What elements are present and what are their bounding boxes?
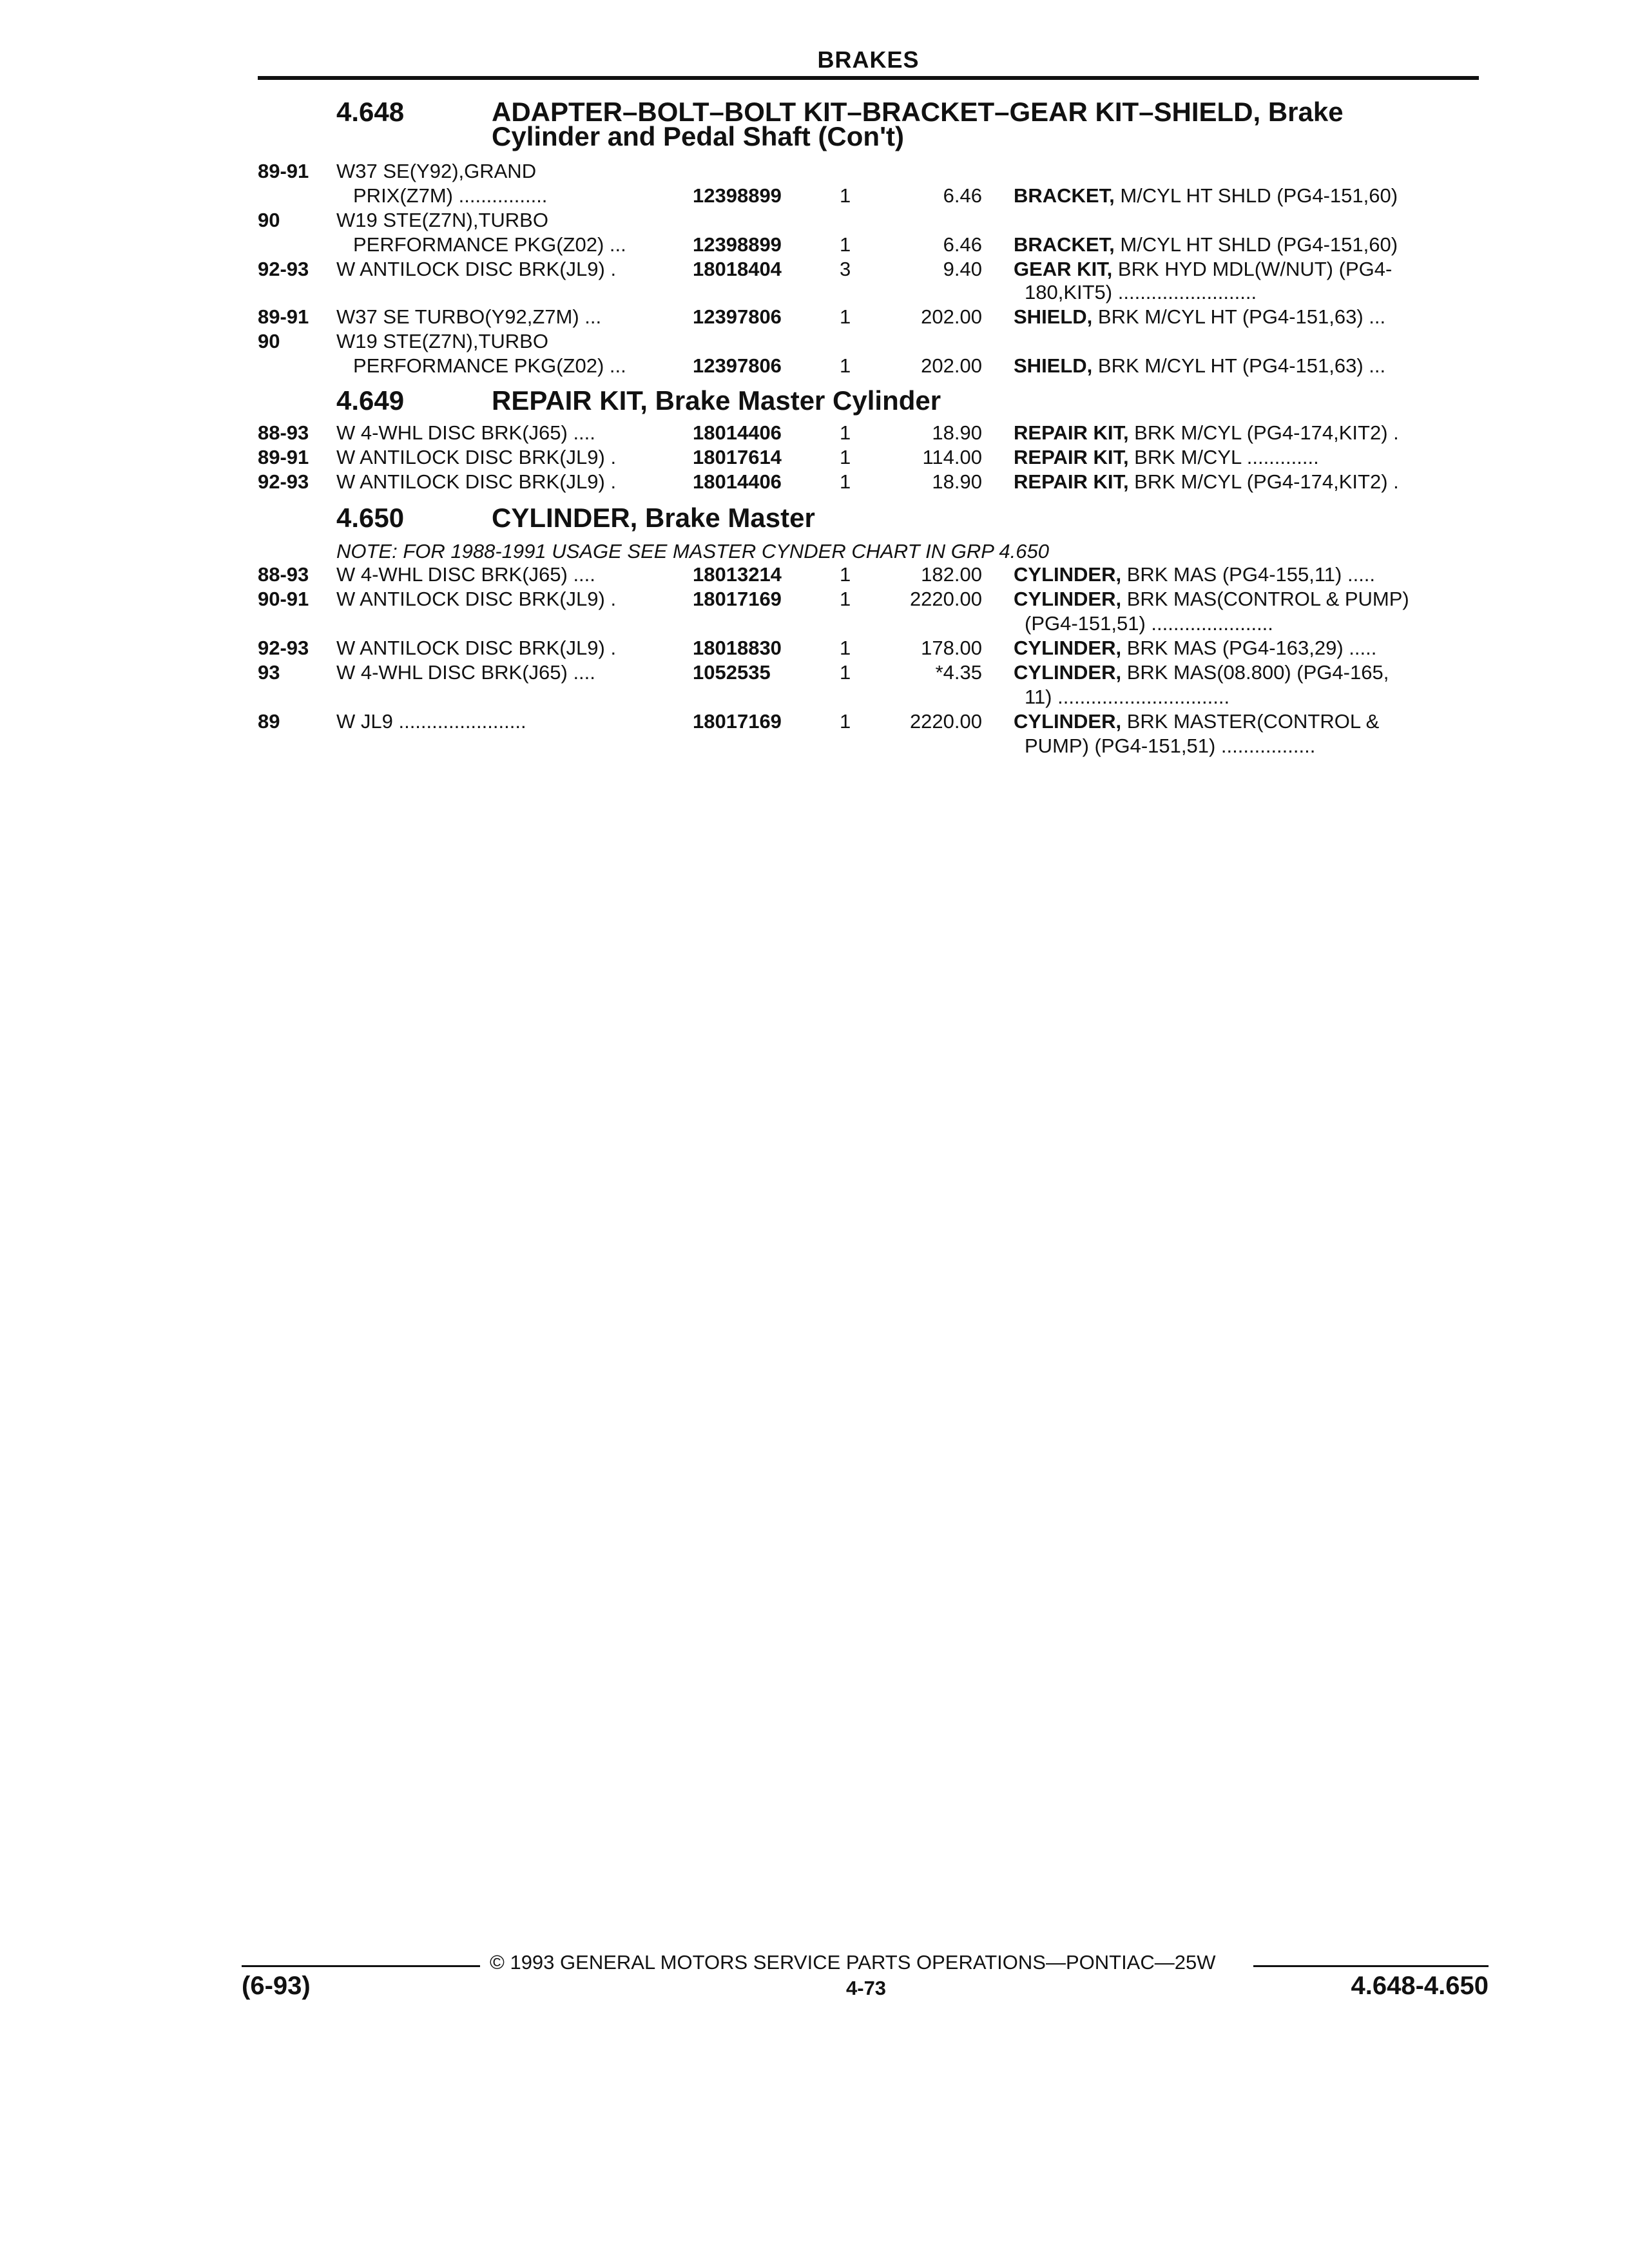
part-number: 18013214 (693, 563, 782, 586)
description (1014, 637, 1376, 660)
part-number: 18017169 (693, 710, 782, 733)
description-detail: M/CYL HT SHLD (PG4-151,60) (1114, 233, 1398, 256)
part-number: 12398899 (693, 184, 782, 207)
model: W ANTILOCK DISC BRK(JL9) . (336, 470, 617, 493)
description-cont: 180,KIT5) ......................... (1025, 281, 1257, 303)
footer-rule-right (1253, 1965, 1489, 1967)
description-detail: BRK HYD MDL(W/NUT) (PG4- (1112, 258, 1393, 280)
description-detail: M/CYL HT SHLD (PG4-151,60) (1114, 184, 1398, 207)
description-name: CYLINDER, (1014, 661, 1122, 684)
description (1014, 661, 1389, 684)
quantity: 1 (840, 446, 851, 468)
description (1014, 421, 1399, 445)
section-number: 4.650 (336, 503, 405, 533)
model: W ANTILOCK DISC BRK(JL9) . (336, 588, 617, 610)
description-name: REPAIR KIT, (1014, 470, 1129, 493)
quantity: 1 (840, 354, 851, 377)
part-number: 12397806 (693, 354, 782, 377)
model-cont: PRIX(Z7M) ................ (353, 184, 548, 207)
part-number: 18018404 (693, 258, 782, 280)
description-name: CYLINDER, (1014, 588, 1122, 610)
quantity: 1 (840, 588, 851, 610)
section-title: REPAIR KIT, Brake Master Cylinder (492, 385, 941, 416)
quantity: 1 (840, 710, 851, 733)
quantity: 1 (840, 563, 851, 586)
description-name: SHIELD, (1014, 354, 1093, 377)
description-detail: BRK M/CYL HT (PG4-151,63) ... (1092, 354, 1386, 377)
description-cont: 11) ............................... (1025, 686, 1230, 708)
quantity: 1 (840, 233, 851, 256)
description-name: SHIELD, (1014, 305, 1093, 328)
model: W ANTILOCK DISC BRK(JL9) . (336, 446, 617, 468)
year: 89-91 (258, 160, 309, 182)
description (1014, 305, 1385, 329)
model: W19 STE(Z7N),TURBO (336, 330, 548, 352)
section-number: 4.648 (336, 97, 405, 127)
description-detail: BRK M/CYL (PG4-174,KIT2) . (1128, 421, 1399, 444)
year: 92-93 (258, 258, 309, 280)
description-detail: BRK M/CYL ............. (1128, 446, 1319, 468)
year: 90 (258, 209, 280, 231)
year: 88-93 (258, 421, 309, 444)
year: 90 (258, 330, 280, 352)
footer-section-range: 4.648-4.650 (1351, 1972, 1489, 2000)
part-number: 18018830 (693, 637, 782, 659)
description-name: REPAIR KIT, (1014, 421, 1129, 444)
price: 2220.00 (909, 588, 982, 610)
year: 92-93 (258, 470, 309, 493)
description-detail: BRK M/CYL (PG4-174,KIT2) . (1128, 470, 1399, 493)
page-header-title: BRAKES (817, 46, 920, 73)
description (1014, 233, 1398, 256)
year: 92-93 (258, 637, 309, 659)
model-cont: PERFORMANCE PKG(Z02) ... (353, 233, 626, 256)
description-name: BRACKET, (1014, 184, 1115, 207)
price: 6.46 (943, 233, 982, 256)
description-detail: BRK M/CYL HT (PG4-151,63) ... (1092, 305, 1386, 328)
description-name: CYLINDER, (1014, 710, 1122, 733)
description-name: CYLINDER, (1014, 563, 1122, 586)
price: 18.90 (932, 421, 982, 444)
part-number: 18017614 (693, 446, 782, 468)
description-detail: BRK MAS (PG4-155,11) ..... (1121, 563, 1376, 586)
part-number: 1052535 (693, 661, 771, 684)
year: 89-91 (258, 305, 309, 328)
price: 6.46 (943, 184, 982, 207)
year: 90-91 (258, 588, 309, 610)
price: 202.00 (921, 305, 982, 328)
footer-rule-left (242, 1965, 480, 1967)
description-detail: BRK MAS(CONTROL & PUMP) (1121, 588, 1409, 610)
part-number: 18017169 (693, 588, 782, 610)
section-title: CYLINDER, Brake Master (492, 503, 815, 533)
description-detail: BRK MASTER(CONTROL & (1121, 710, 1380, 733)
price: 114.00 (922, 446, 982, 468)
model: W ANTILOCK DISC BRK(JL9) . (336, 258, 617, 280)
description-cont: PUMP) (PG4-151,51) ................. (1025, 735, 1316, 757)
header-rule (258, 76, 1479, 80)
description (1014, 470, 1399, 494)
footer-date: (6-93) (242, 1972, 311, 2000)
description (1014, 184, 1398, 207)
quantity: 1 (840, 421, 851, 444)
description (1014, 588, 1409, 611)
description-detail: BRK MAS (PG4-163,29) ..... (1121, 637, 1377, 659)
price: *4.35 (935, 661, 982, 684)
description (1014, 563, 1375, 586)
quantity: 3 (840, 258, 851, 280)
price: 9.40 (943, 258, 982, 280)
quantity: 1 (840, 184, 851, 207)
quantity: 1 (840, 305, 851, 328)
part-number: 18014406 (693, 470, 782, 493)
model: W37 SE(Y92),GRAND (336, 160, 537, 182)
quantity: 1 (840, 470, 851, 493)
description-name: CYLINDER, (1014, 637, 1122, 659)
part-number: 12397806 (693, 305, 782, 328)
quantity: 1 (840, 661, 851, 684)
section-title: ADAPTER–BOLT–BOLT KIT–BRACKET–GEAR KIT–SHIELD, Brake (492, 97, 1344, 127)
description (1014, 710, 1379, 733)
description (1014, 258, 1392, 281)
model: W 4-WHL DISC BRK(J65) .... (336, 421, 595, 444)
year: 93 (258, 661, 280, 684)
description (1014, 446, 1319, 469)
section-title-line2: Cylinder and Pedal Shaft (Con't) (492, 121, 905, 151)
description-name: GEAR KIT, (1014, 258, 1113, 280)
model: W JL9 ....................... (336, 710, 526, 733)
description-name: BRACKET, (1014, 233, 1115, 256)
price: 2220.00 (909, 710, 982, 733)
model: W37 SE TURBO(Y92,Z7M) ... (336, 305, 602, 328)
part-number: 12398899 (693, 233, 782, 256)
footer-copyright: © 1993 GENERAL MOTORS SERVICE PARTS OPERATIONS—PONTIAC—25W (490, 1951, 1216, 1974)
price: 182.00 (921, 563, 982, 586)
model: W19 STE(Z7N),TURBO (336, 209, 548, 231)
price: 178.00 (921, 637, 982, 659)
description-cont: (PG4-151,51) ...................... (1025, 612, 1273, 635)
model: W 4-WHL DISC BRK(J65) .... (336, 563, 595, 586)
description-detail: BRK MAS(08.800) (PG4-165, (1121, 661, 1389, 684)
description (1014, 354, 1385, 378)
year: 89-91 (258, 446, 309, 468)
section-number: 4.649 (336, 385, 405, 416)
footer-page-number: 4-73 (846, 1977, 887, 1999)
price: 18.90 (932, 470, 982, 493)
model-cont: PERFORMANCE PKG(Z02) ... (353, 354, 626, 377)
quantity: 1 (840, 637, 851, 659)
price: 202.00 (921, 354, 982, 377)
part-number: 18014406 (693, 421, 782, 444)
model: W ANTILOCK DISC BRK(JL9) . (336, 637, 617, 659)
section-note: NOTE: FOR 1988-1991 USAGE SEE MASTER CYNDER CHART IN GRP 4.650 (336, 540, 1049, 562)
description-name: REPAIR KIT, (1014, 446, 1129, 468)
year: 88-93 (258, 563, 309, 586)
model: W 4-WHL DISC BRK(J65) .... (336, 661, 595, 684)
year: 89 (258, 710, 280, 733)
